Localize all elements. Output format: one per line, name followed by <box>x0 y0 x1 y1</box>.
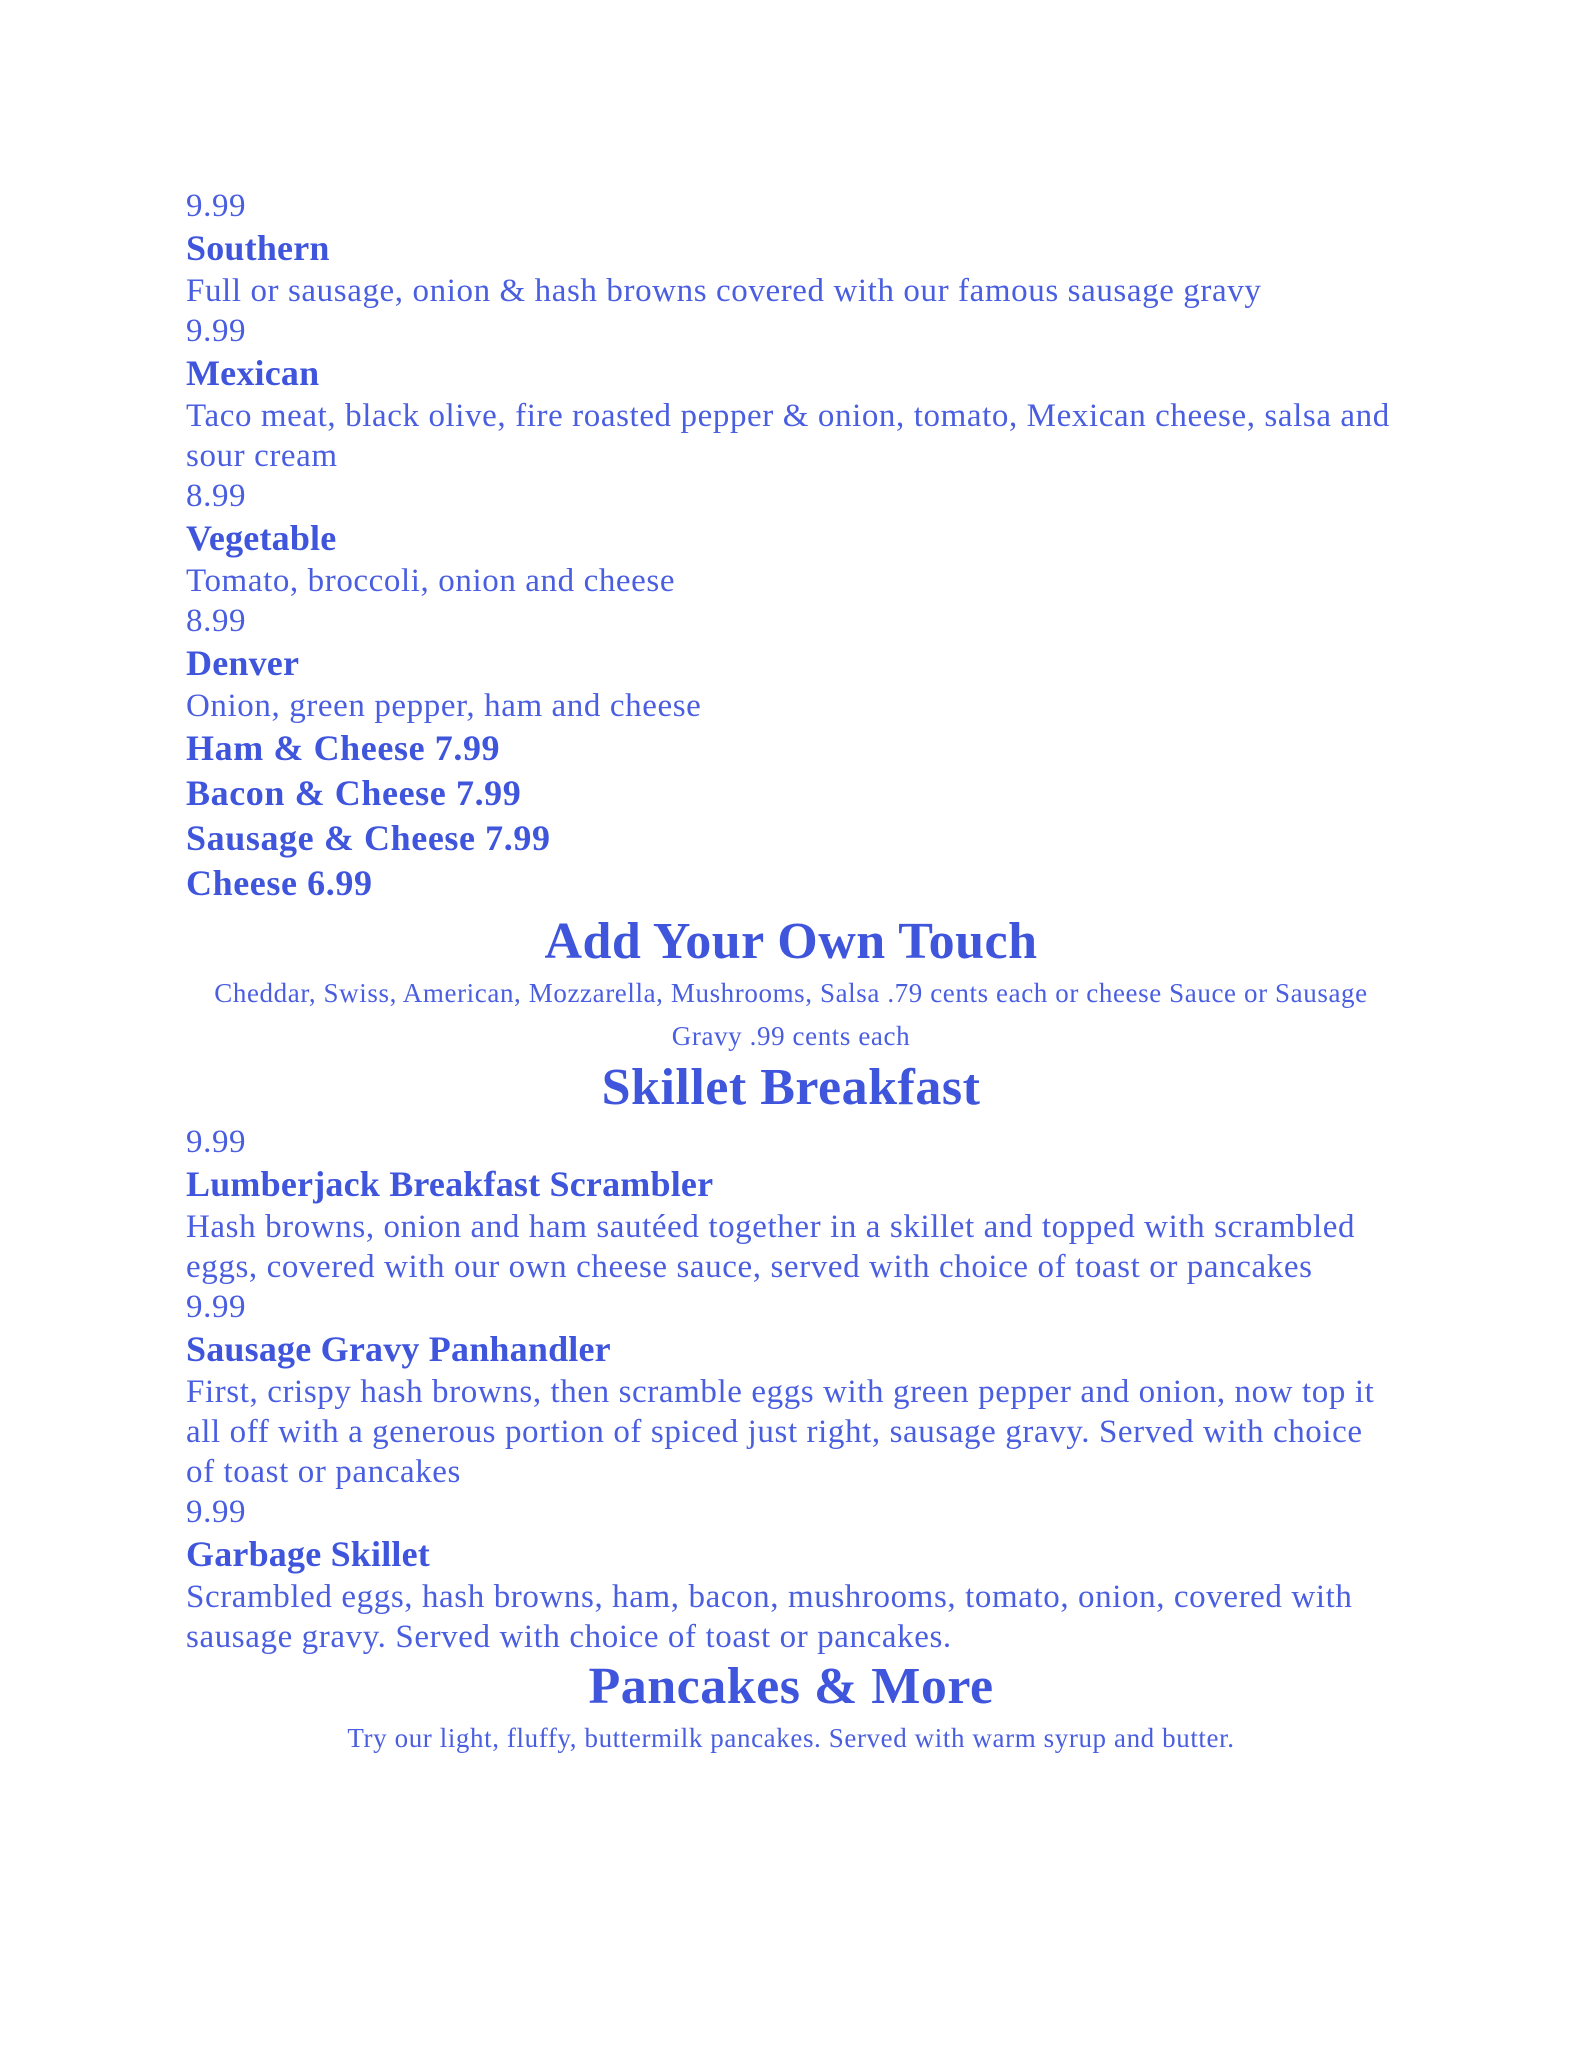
item-price: 9.99 <box>186 1289 247 1325</box>
section-note-pancakes: Try our light, fluffy, buttermilk pancakes. Served with warm syrup and butter. <box>347 1723 1235 1753</box>
item-name: Southern <box>186 228 330 268</box>
item-price: 9.99 <box>186 1124 247 1160</box>
item-description: Onion, green pepper, ham and cheese <box>186 688 702 724</box>
item-name: Lumberjack Breakfast Scrambler <box>186 1164 714 1204</box>
item-name: Denver <box>186 643 300 683</box>
item-description: Tomato, broccoli, onion and cheese <box>186 563 676 599</box>
item-name: Garbage Skillet <box>186 1534 430 1574</box>
item-price: 8.99 <box>186 603 247 639</box>
section-note-add-touch: Cheddar, Swiss, American, Mozzarella, Mushrooms, Salsa .79 cents each or cheese Sauce or Sausage Gravy .99 cents each <box>214 978 1368 1051</box>
item-description: Taco meat, black olive, fire roasted pepper & onion, tomato, Mexican cheese, salsa and sour cream <box>186 398 1390 474</box>
simple-menu-item: Sausage & Cheese 7.99 <box>186 818 551 858</box>
item-description: Hash browns, onion and ham sautéed together in a skillet and topped with scrambled eggs, covered with our own cheese sauce, served with choice of toast or pancakes <box>186 1209 1356 1285</box>
menu-item <box>186 186 1396 311</box>
menu-item <box>186 311 1396 476</box>
item-description: First, crispy hash browns, then scramble eggs with green pepper and onion, now top it all off with a generous portion of spiced just right, sausage gravy. Served with choice of toast or pancakes <box>186 1374 1375 1490</box>
item-price: 9.99 <box>186 188 247 224</box>
item-description: Full or sausage, onion & hash browns covered with our famous sausage gravy <box>186 273 1262 309</box>
section-title-pancakes: Pancakes & More <box>588 1658 994 1715</box>
item-description: Scrambled eggs, hash browns, ham, bacon, mushrooms, tomato, onion, covered with sausage gravy. Served with choice of toast or pancakes. <box>186 1579 1353 1655</box>
item-price: 8.99 <box>186 478 247 514</box>
menu-item <box>186 601 1396 726</box>
item-price: 9.99 <box>186 1494 247 1530</box>
simple-menu-item: Cheese 6.99 <box>186 863 373 903</box>
item-name: Vegetable <box>186 518 337 558</box>
section-title-skillet: Skillet Breakfast <box>601 1059 981 1116</box>
menu-item <box>186 1122 1396 1287</box>
item-name: Sausage Gravy Panhandler <box>186 1329 611 1369</box>
simple-menu-item: Bacon & Cheese 7.99 <box>186 773 522 813</box>
menu-item <box>186 1287 1396 1492</box>
section-title-add-touch: Add Your Own Touch <box>544 913 1038 970</box>
menu-page <box>186 186 1396 1760</box>
menu-item <box>186 476 1396 601</box>
item-name: Mexican <box>186 353 320 393</box>
menu-item <box>186 1492 1396 1657</box>
simple-menu-item: Ham & Cheese 7.99 <box>186 728 501 768</box>
item-price: 9.99 <box>186 313 247 349</box>
